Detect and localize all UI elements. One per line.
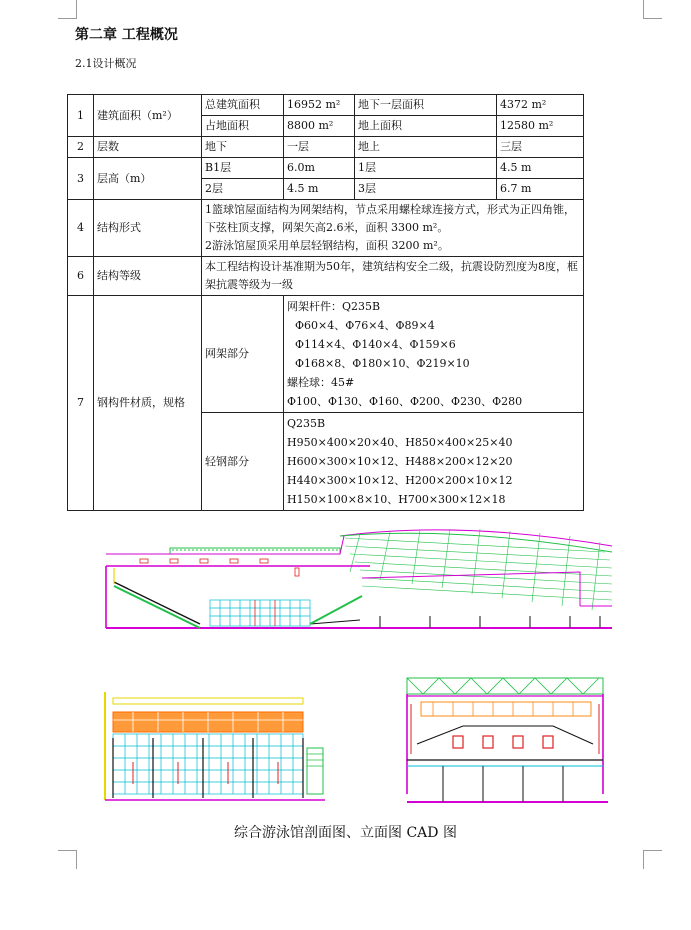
material-line: Φ60×4、Φ76×4、Φ89×4	[295, 319, 435, 332]
cell: 3层	[355, 179, 497, 200]
row-number: 4	[68, 200, 94, 257]
cell: 地下	[202, 137, 284, 158]
material-line: H600×300×10×12、H488×200×12×20	[287, 455, 513, 468]
crop-mark-top-right	[643, 0, 662, 19]
cad-elevation-drawing	[103, 688, 327, 804]
row-label: 结构形式	[94, 200, 202, 257]
cell: 6.0m	[284, 158, 355, 179]
chapter-heading: 第二章 工程概况	[75, 27, 178, 43]
structure-form-line-1: 1篮球馆屋面结构为网架结构，节点采用螺栓球连接方式，形式为正四角锥，下弦柱顶支撑，网架矢高2.6米，面积 3300 m²。	[205, 203, 575, 234]
table-row	[68, 137, 584, 158]
structure-grade-text: 本工程结构设计基准期为50年，建筑结构安全二级，抗震设防烈度为8度，框架抗震等级为一级	[202, 257, 584, 296]
material-line: H440×300×10×12、H200×200×10×12	[287, 474, 513, 487]
material-line: Φ100、Φ130、Φ160、Φ200、Φ230、Φ280	[287, 395, 523, 408]
cell: 总建筑面积	[202, 95, 284, 116]
table-row	[68, 296, 584, 413]
crop-mark-top-left	[58, 0, 77, 19]
sub-label-grid: 网架部分	[202, 296, 284, 413]
cell: 三层	[497, 137, 584, 158]
structure-form-line-2: 2游泳馆屋顶采用单层轻钢结构，面积 3200 m²。	[205, 239, 449, 252]
row-number: 2	[68, 137, 94, 158]
cell: 12580 m²	[497, 116, 584, 137]
material-line: 网架杆件：Q235B	[287, 300, 381, 313]
cell: 地下一层面积	[355, 95, 497, 116]
cell: 地上	[355, 137, 497, 158]
cell: 占地面积	[202, 116, 284, 137]
row-number: 6	[68, 257, 94, 296]
cell: 4372 m²	[497, 95, 584, 116]
material-line: Φ114×4、Φ140×4、Φ159×6	[295, 338, 456, 351]
cad-section-drawing	[100, 524, 615, 634]
cell: 地上面积	[355, 116, 497, 137]
design-overview-table	[67, 94, 584, 511]
row-label: 建筑面积（m²）	[94, 95, 202, 137]
light-steel-materials	[284, 413, 584, 511]
cell: B1层	[202, 158, 284, 179]
material-line: H150×100×8×10、H700×300×12×18	[287, 493, 506, 506]
cell: 一层	[284, 137, 355, 158]
section-heading: 2.1设计概况	[75, 57, 137, 70]
row-number: 3	[68, 158, 94, 200]
row-label: 层高（m）	[94, 158, 202, 200]
cell: 8800 m²	[284, 116, 355, 137]
cad-cross-section-drawing	[403, 674, 615, 806]
material-line: Q235B	[287, 417, 326, 430]
row-label: 层数	[94, 137, 202, 158]
row-label: 结构等级	[94, 257, 202, 296]
table-row	[68, 200, 584, 257]
cell: 4.5 m	[284, 179, 355, 200]
table-row	[68, 95, 584, 116]
row-number: 1	[68, 95, 94, 137]
table-row	[68, 158, 584, 179]
row-number: 7	[68, 296, 94, 511]
cell: 6.7 m	[497, 179, 584, 200]
material-line: Φ168×8、Φ180×10、Φ219×10	[295, 357, 470, 370]
table-row	[68, 257, 584, 296]
crop-mark-bottom-left	[58, 850, 77, 869]
cell: 16952 m²	[284, 95, 355, 116]
material-line: 螺栓球：45#	[287, 376, 355, 389]
sub-label-light-steel: 轻钢部分	[202, 413, 284, 511]
figure-caption: 综合游泳馆剖面图、立面图 CAD 图	[234, 825, 457, 841]
row-label: 钢构件材质，规格	[94, 296, 202, 511]
cell: 4.5 m	[497, 158, 584, 179]
cell: 1层	[355, 158, 497, 179]
grid-materials	[284, 296, 584, 413]
structure-form-text	[202, 200, 584, 257]
material-line: H950×400×20×40、H850×400×25×40	[287, 436, 513, 449]
crop-mark-bottom-right	[643, 850, 662, 869]
cell: 2层	[202, 179, 284, 200]
